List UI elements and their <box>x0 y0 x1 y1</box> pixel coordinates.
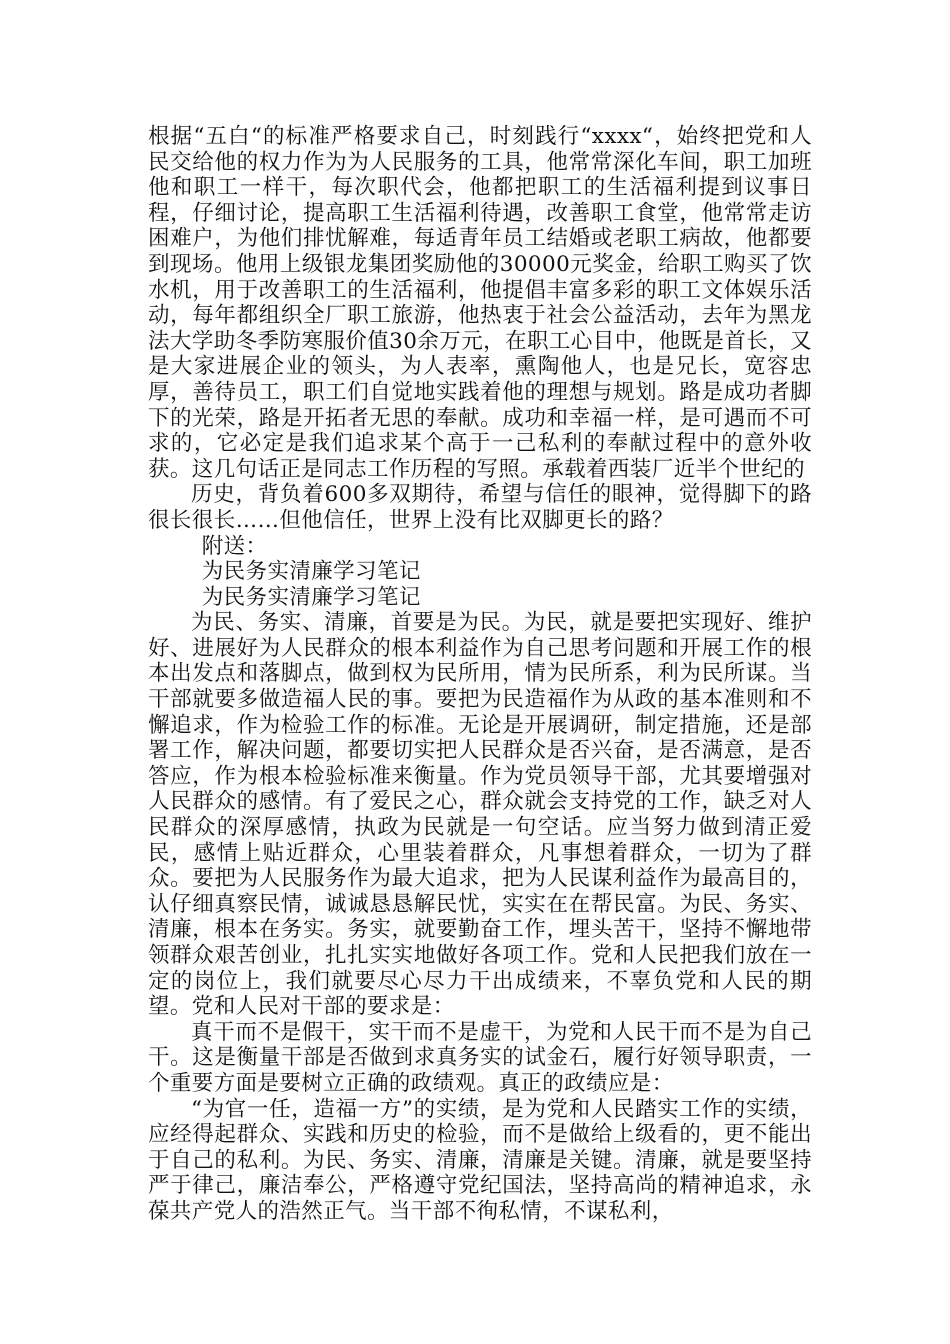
document-body <box>148 124 812 1225</box>
paragraph-history: 历史，背负着600多双期待，希望与信任的眼神，觉得脚下的路很长很长……但他信任，世界上没有比双脚更长的路？ <box>148 482 812 533</box>
paragraph-integrity: “为官一任，造福一方”的实绩，是为党和人民踏实工作的实绩，应经得起群众、实践和历史的检验，而不是做给上级看的，更不能出于自己的私利。为民、务实、清廉，清廉是关键。清廉，就是要坚持严于律己，廉洁奉公，严格遵守党纪国法，坚持高尚的精神追求，永葆共产党人的浩然正气。当干部不徇私情，不谋私利， <box>148 1096 812 1224</box>
paragraph-real-work: 真干而不是假干，实干而不是虚干，为党和人民干而不是为自己干。这是衡量干部是否做到求真务实的试金石，履行好领导职责，一个重要方面是要树立正确的政绩观。真正的政绩应是： <box>148 1019 812 1096</box>
appendix-label: 附送： <box>201 533 268 559</box>
paragraph-commendation: 根据“五白“的标准严格要求自己，时刻践行“xxxx“，始终把党和人民交给他的权力作为为人民服务的工具，他常常深化车间，职工加班他和职工一样干，每次职代会，他都把职工的生活福利提到议事日程，仔细讨论，提高职工生活福利待遇，改善职工食堂，他常常走访困难户，为他们排忧解难，每适青年员工结婚或老职工病故，他都要到现场。他用上级银龙集团奖励他的30000元奖金，给职工购买了饮水机，用于改善职工的生活福利，他提倡丰富多彩的职工文体娱乐活动，每年都组织全厂职工旅游，他热衷于社会公益活动，去年为黑龙法大学助冬季防寒服价值30余万元，在职工心目中，他既是首长，又是大家进展企业的领头，为人表率，熏陶他人，也是兄长，宽容忠厚，善待员工，职工们自觉地实践着他的理想与规划。路是成功者脚下的光荣，路是开拓者无思的奉献。成功和幸福一样，是可遇而不可求的，它必定是我们追求某个高于一己私利的奉献过程中的意外收获。这几句话正是同志工作历程的写照。承载着西装厂近半个世纪的 <box>148 124 812 482</box>
appendix-title: 为民务实清廉学习笔记 <box>201 559 421 585</box>
appendix-subtitle: 为民务实清廉学习笔记 <box>201 584 421 610</box>
paragraph-for-the-people: 为民、务实、清廉，首要是为民。为民，就是要把实现好、维护好、进展好为人民群众的根本利益作为自己思考问题和开展工作的根本出发点和落脚点，做到权为民所用，情为民所系，利为民所谋。当干部就要多做造福人民的事。要把为民造福作为从政的基本准则和不懈追求，作为检验工作的标准。无论是开展调研，制定措施，还是部署工作，解决问题，都要切实把人民群众是否兴奋，是否满意，是否答应，作为根本检验标准来衡量。作为党员领导干部，尤其要增强对人民群众的感情。有了爱民之心，群众就会支持党的工作，缺乏对人民群众的深厚感情，执政为民就是一句空话。应当努力做到清正爱民，感情上贴近群众，心里装着群众，凡事想着群众，一切为了群众。要把为人民服务作为最大追求，把为人民谋利益作为最高目的，认仔细真察民情，诚诚恳恳解民忧，实实在在帮民富。为民、务实、清廉，根本在务实。务实，就要勤奋工作，埋头苦干，坚持不懈地带领群众艰苦创业，扎扎实实地做好各项工作。党和人民把我们放在一定的岗位上，我们就要尽心尽力干出成绩来，不辜负党和人民的期望。党和人民对干部的要求是： <box>148 610 812 1020</box>
